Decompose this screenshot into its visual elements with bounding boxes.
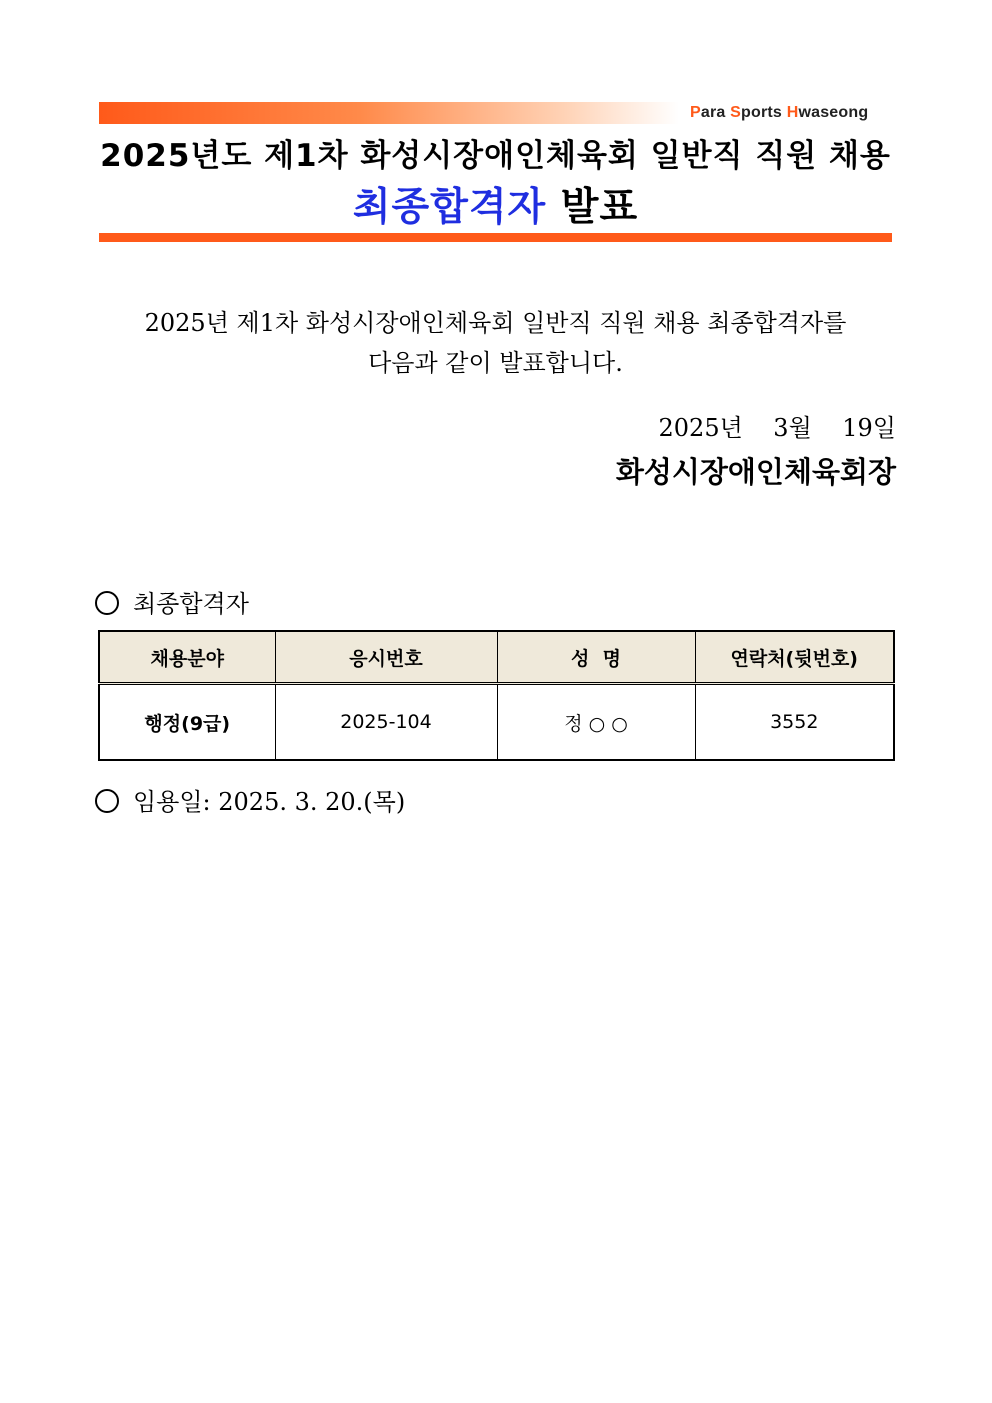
table-row xyxy=(99,684,894,761)
title-highlight: 최종합격자 xyxy=(352,185,547,230)
page-title-line1: 2025년도 제1차 화성시장애인체육회 일반직 직원 채용 xyxy=(100,138,891,174)
cell-name: 정 ○ ○ xyxy=(497,684,695,761)
cell-number: 2025-104 xyxy=(275,684,497,761)
circle-bullet-icon xyxy=(95,591,119,615)
column-header-contact: 연락처(뒷번호) xyxy=(695,631,894,684)
column-header-field: 채용분야 xyxy=(99,631,275,684)
intro-line1: 2025년 제1차 화성시장애인체육회 일반직 직원 채용 최종합격자를 xyxy=(144,309,847,337)
section-final-passers xyxy=(95,584,249,619)
brand-text: Para Sports Hwaseong xyxy=(690,104,869,121)
cell-contact: 3552 xyxy=(695,684,894,761)
title-rest: 발표 xyxy=(546,185,639,230)
column-header-number: 응시번호 xyxy=(275,631,497,684)
announcement-date: 2025년 3월 19일 xyxy=(658,414,896,442)
gradient-header-bar xyxy=(99,102,679,124)
organization-signature: 화성시장애인체육회장 xyxy=(615,455,896,489)
cell-field: 행정(9급) xyxy=(99,684,275,761)
intro-line2: 다음과 같이 발표합니다. xyxy=(368,349,623,377)
table-header-row xyxy=(99,631,894,684)
intro-paragraph xyxy=(99,303,892,383)
section-appointment-date xyxy=(95,782,405,817)
column-header-name: 성 명 xyxy=(497,631,695,684)
circle-bullet-icon xyxy=(95,789,119,813)
section-label: 최종합격자 xyxy=(133,590,249,618)
section-label: 임용일: 2025. 3. 20.(목) xyxy=(133,788,406,816)
page-title-line2 xyxy=(99,176,892,232)
result-table xyxy=(98,630,895,761)
title-underline-bar xyxy=(99,233,892,242)
